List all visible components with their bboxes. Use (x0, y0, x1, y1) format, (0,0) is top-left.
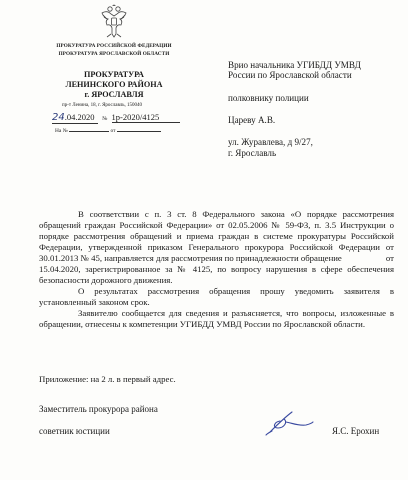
signer-name: Я.С. Ерохин (332, 426, 380, 436)
paragraph-1: В соответствии с п. 3 ст. 8 Федерального закона «О порядке рассмотрения обращений граждан Российской Федерации» от 02.05.2006 № 59-ФЗ, п. 3.5 Инструкции о порядке рассмотрения обращений и приема граждан в системе прокуратуры Российской Федерации, утвержденной приказом Генерального прокурора Российской Федерации от 30.01.2013 № 45, направляется для рассмотрения по принадлежности обращение от 15.04.2020, зарегистрированное за № 4125, по вопросу нарушения в сфере обеспечения безопасности дорожного движения. (39, 209, 397, 285)
date-handwritten: 24 (52, 112, 65, 123)
org-address: пр-т Ленина, 18, г. Ярославль, 150040 (62, 103, 143, 108)
paragraph-3: Заявителю сообщается для сведения и разъясняется, что вопросы, изложенные в обращении, отнесены к компетенции УГИБДД УМВД России по Ярославской области. (39, 308, 394, 329)
coat-of-arms-icon (99, 4, 129, 40)
letter-body (39, 209, 397, 330)
org-main-line-3: г. ЯРОСЛАВЛЯ (84, 90, 144, 99)
na-label: На № (55, 128, 68, 134)
org-top-line-2: ПРОКУРАТУРА ЯРОСЛАВСКОЙ ОБЛАСТИ (58, 51, 170, 57)
recipient-line-2: России по Ярославской области (228, 70, 352, 80)
number-prefix: № (102, 116, 108, 122)
org-top-line-1: ПРОКУРАТУРА РОССИЙСКОЙ ФЕДЕРАЦИИ (56, 43, 172, 49)
date-printed: .04.2020 (64, 112, 95, 122)
in-reply-row (55, 128, 161, 134)
na-from: от (110, 128, 116, 134)
registration-row (52, 112, 180, 124)
recipient-line-5: ул. Журавлева, д 9/27, (228, 137, 313, 147)
recipient-line-4: Цареву А.В. (228, 115, 276, 125)
recipient-line-6: г. Ярославль (228, 148, 277, 158)
attachment-line: Приложение: на 2 л. в первый адрес. (39, 374, 176, 384)
handwritten-signature (262, 408, 314, 436)
org-main-line-2: ЛЕНИНСКОГО РАЙОНА (65, 80, 163, 89)
paragraph-2: О результатах рассмотрения обращения прошу уведомить заявителя в установленный законом срок. (39, 286, 394, 307)
doc-number: 1р-2020/4125 (112, 112, 180, 123)
recipient-line-1: Врио начальника УГИБДД УМВД (228, 60, 361, 70)
signer-title-2: советник юстиции (39, 426, 110, 436)
recipient-line-3: полковнику полиции (228, 93, 309, 103)
signer-title-1: Заместитель прокурора района (39, 404, 158, 414)
org-main-line-1: ПРОКУРАТУРА (84, 70, 144, 79)
